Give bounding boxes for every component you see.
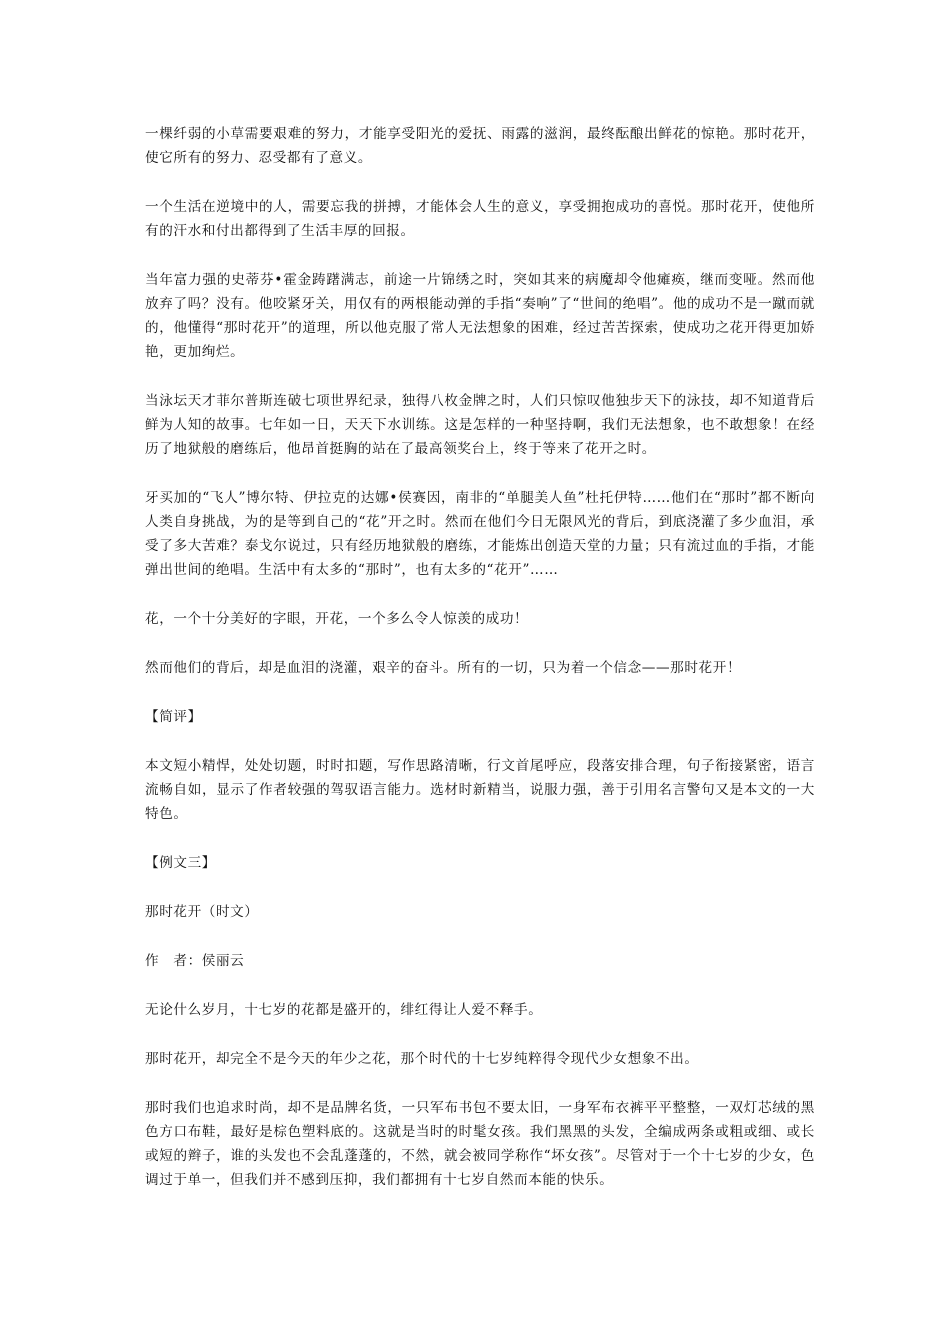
essay-author: 作 者：侯丽云 xyxy=(145,953,245,969)
document-body xyxy=(145,122,815,1217)
paragraph-grass: 一棵纤弱的小草需要艰难的努力，才能享受阳光的爱抚、雨露的滋润，最终酝酿出鲜花的惊艳。那时花开，使它所有的努力、忍受都有了意义。 xyxy=(145,126,815,166)
paragraph-that-era: 那时花开，却完全不是今天的年少之花，那个时代的十七岁纯粹得令现代少女想象不出。 xyxy=(145,1051,699,1067)
paragraph-seventeen: 无论什么岁月，十七岁的花都是盛开的，绯红得让人爱不释手。 xyxy=(145,1002,543,1018)
paragraph-hawking: 当年富力强的史蒂芬•霍金踌躇满志，前途一片锦绣之时，突如其来的病魔却令他瘫痪，继而变哑。然而他放弃了吗？没有。他咬紧牙关，用仅有的两根能动弹的手指“奏响”了“世间的绝唱”。他的成功不是一蹴而就的，他懂得“那时花开”的道理，所以他克服了常人无法想象的困难，经过苦苦探索，使成功之花开得更加娇艳，更加绚烂。 xyxy=(145,272,815,360)
section-heading-example-three: 【例文三】 xyxy=(145,855,216,871)
essay-title: 那时花开（时文） xyxy=(145,904,259,920)
paragraph-fashion: 那时我们也追求时尚，却不是品牌名货，一只军布书包不要太旧，一身军布衣裤平平整整，一双灯芯绒的黑色方口布鞋，最好是棕色塑料底的。这就是当时的时髦女孩。我们黑黑的头发，全编成两条或粗或细、或长或短的辫子，谁的头发也不会乱蓬蓬的，不然，就会被同学称作“坏女孩”。尽管对于一个十七岁的少女，色调过于单一，但我们并不感到压抑，我们都拥有十七岁自然而本能的快乐。 xyxy=(145,1100,815,1188)
paragraph-review: 本文短小精悍，处处切题，时时扣题，写作思路清晰，行文首尾呼应，段落安排合理，句子衔接紧密，语言流畅自如，显示了作者较强的驾驭语言能力。选材时新精当，说服力强，善于引用名言警句又是本文的一大特色。 xyxy=(145,758,815,822)
paragraph-adversity: 一个生活在逆境中的人，需要忘我的拼搏，才能体会人生的意义，享受拥抱成功的喜悦。那时花开，使他所有的汗水和付出都得到了生活丰厚的回报。 xyxy=(145,199,815,239)
paragraph-belief: 然而他们的背后，却是血泪的浇灌，艰辛的奋斗。所有的一切，只为着一个信念——那时花开！ xyxy=(145,660,742,676)
paragraph-athletes: 牙买加的“飞人”博尔特、伊拉克的达娜•侯赛因，南非的“单腿美人鱼”杜托伊特……他们在“那时”都不断向人类自身挑战，为的是等到自己的“花”开之时。然而在他们今日无限风光的背后，到底浇灌了多少血泪，承受了多大苦难？泰戈尔说过，只有经历地狱般的磨练，才能炼出创造天堂的力量；只有流过血的手指，才能弹出世间的绝唱。生活中有太多的“那时”，也有太多的“花开”…… xyxy=(145,490,815,578)
section-heading-review: 【简评】 xyxy=(145,709,202,725)
paragraph-flower: 花，一个十分美好的字眼，开花，一个多么令人惊羡的成功！ xyxy=(145,611,529,627)
paragraph-phelps: 当泳坛天才菲尔普斯连破七项世界纪录，独得八枚金牌之时，人们只惊叹他独步天下的泳技，却不知道背后鲜为人知的故事。七年如一日，天天下水训练。这是怎样的一种坚持啊，我们无法想象，也不敢想象！在经历了地狱般的磨练后，他昂首挺胸的站在了最高领奖台上，终于等来了花开之时。 xyxy=(145,393,815,457)
